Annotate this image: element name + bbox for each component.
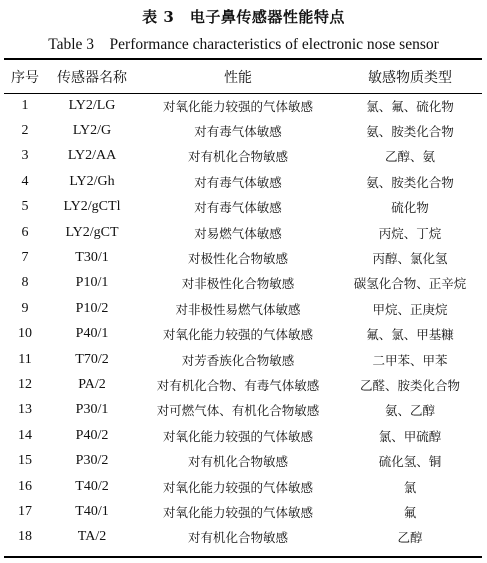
row-index: 17: [18, 503, 32, 519]
row-index: 1: [21, 97, 29, 113]
row-index: 10: [18, 326, 32, 342]
row-model: P10/1: [75, 275, 109, 291]
row-performance: 对有毒气体敏感: [194, 200, 282, 216]
table-row: [4, 499, 482, 524]
row-performance: 对氧化能力较强的气体敏感: [162, 327, 313, 343]
row-model: P40/2: [75, 427, 109, 443]
table-row: [4, 245, 482, 270]
row-index: 15: [18, 453, 32, 469]
row-index: 18: [18, 529, 32, 545]
row-substances: 丙烷、丁烷: [378, 225, 442, 241]
row-performance: 对芳香族化合物敏感: [181, 352, 295, 368]
table-row: [4, 347, 482, 372]
row-substances: 碳氢化合物、正辛烷: [353, 276, 467, 292]
row-model: LY2/Gh: [69, 173, 115, 189]
row-performance: 对氧化能力较强的气体敏感: [162, 504, 313, 520]
row-model: TA/2: [77, 529, 107, 545]
row-index: 14: [18, 427, 32, 443]
row-performance: 对氧化能力较强的气体敏感: [162, 428, 313, 444]
row-performance: 对可燃气体、有机化合物敏感: [156, 403, 320, 419]
table-row: [4, 220, 482, 245]
table-row: [4, 271, 482, 296]
sensor-table: [4, 60, 482, 550]
row-substances: 乙醇: [397, 530, 423, 546]
row-substances: 氯、甲硫醇: [378, 428, 442, 444]
table-row: [4, 195, 482, 220]
row-performance: 对易燃气体敏感: [194, 225, 282, 241]
row-model: LY2/LG: [68, 97, 116, 113]
row-performance: 对极性化合物敏感: [187, 251, 288, 267]
row-performance: 对氧化能力较强的气体敏感: [162, 98, 313, 114]
row-substances: 硫化氢、铜: [378, 454, 442, 470]
row-model: P30/1: [75, 402, 109, 418]
row-index: 9: [21, 300, 29, 316]
row-substances: 二甲苯、甲苯: [372, 352, 448, 368]
table-row: [4, 169, 482, 194]
table-body: [4, 93, 482, 550]
row-index: 2: [21, 123, 29, 139]
row-substances: 硫化物: [391, 200, 429, 216]
row-substances: 氨、乙醇: [384, 403, 435, 419]
row-substances: 乙醛、胺类化合物: [359, 377, 460, 393]
header-model: 传感器名称: [57, 69, 127, 86]
row-model: P10/2: [75, 300, 109, 316]
row-substances: 氨、胺类化合物: [366, 124, 454, 140]
row-index: 5: [21, 199, 29, 215]
row-performance: 对有机化合物敏感: [187, 149, 288, 165]
table-row: [4, 372, 482, 397]
row-model: LY2/AA: [67, 148, 117, 164]
row-performance: 对非极性化合物敏感: [181, 276, 295, 292]
row-model: PA/2: [78, 376, 106, 392]
row-substances: 甲烷、正庚烷: [372, 301, 448, 317]
row-performance: 对有机化合物敏感: [187, 454, 288, 470]
row-index: 6: [21, 224, 29, 240]
header-substances: 敏感物质类型: [368, 69, 452, 86]
row-index: 7: [21, 250, 29, 266]
row-substances: 氯、氟、硫化物: [366, 98, 454, 114]
row-performance: 对有机化合物、有毒气体敏感: [156, 377, 320, 393]
table-title-en: Table 3 Performance characteristics of electronic nose sensor: [48, 36, 439, 53]
table-row: [4, 322, 482, 347]
header-performance: 性能: [224, 69, 252, 86]
table-row: [4, 296, 482, 321]
row-performance: 对有毒气体敏感: [194, 124, 282, 140]
row-model: T70/2: [75, 351, 109, 367]
row-model: P40/1: [75, 326, 109, 342]
row-model: LY2/G: [72, 123, 112, 139]
table-title-cn: 表 3 电子鼻传感器性能特点: [142, 8, 345, 26]
row-performance: 对非极性易燃气体敏感: [175, 301, 301, 317]
table-row: [4, 423, 482, 448]
table-row: [4, 144, 482, 169]
table-row: [4, 474, 482, 499]
row-index: 12: [18, 376, 32, 392]
header-index: 序号: [11, 69, 39, 86]
row-substances: 氟、氯、甲基糠: [366, 327, 454, 343]
bottom-rule: [4, 556, 482, 558]
table-row: [4, 398, 482, 423]
table-row: [4, 118, 482, 143]
row-index: 13: [18, 402, 32, 418]
row-model: T40/2: [75, 478, 109, 494]
row-index: 11: [18, 351, 32, 367]
row-model: LY2/gCTl: [63, 199, 121, 215]
row-substances: 丙醇、氯化氢: [372, 251, 448, 267]
row-index: 4: [21, 173, 29, 189]
row-substances: 氨、胺类化合物: [366, 174, 454, 190]
row-performance: 对氧化能力较强的气体敏感: [162, 479, 313, 495]
row-model: T40/1: [75, 503, 109, 519]
table-row: [4, 93, 482, 118]
header-row: [4, 60, 482, 93]
row-substances: 氯: [403, 479, 417, 495]
table-row: [4, 448, 482, 473]
row-substances: 氟: [403, 504, 417, 520]
row-performance: 对有毒气体敏感: [194, 174, 282, 190]
row-model: P30/2: [75, 453, 109, 469]
row-index: 16: [18, 478, 32, 494]
row-index: 3: [21, 148, 29, 164]
row-performance: 对有机化合物敏感: [187, 530, 288, 546]
row-index: 8: [21, 275, 29, 291]
row-model: LY2/gCT: [65, 224, 119, 240]
row-substances: 乙醇、氨: [384, 149, 435, 165]
row-model: T30/1: [75, 250, 109, 266]
table-row: [4, 525, 482, 550]
